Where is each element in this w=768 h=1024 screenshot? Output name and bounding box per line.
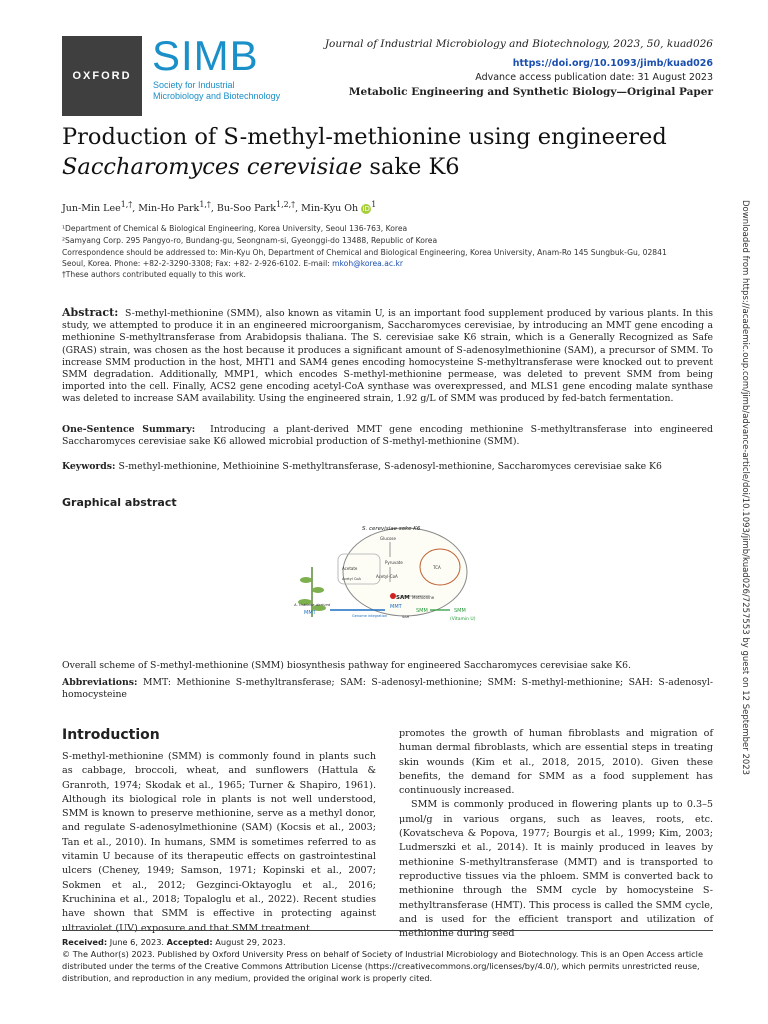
affiliation-2: ²Samyang Corp. 295 Pangyo-ro, Bundang-gu, Seongnam-si, Gyeonggi-do 13488, Republic of Korea: [62, 236, 438, 245]
simb-logo: SIMB: [152, 32, 259, 79]
one-sentence-summary: One-Sentence Summary: Introducing a plant-derived MMT gene encoding methionine S-methyltransferase into engineered Saccharomyces cerevisiae sake K6 allowed microbial production of S-methyl-methionine (SMM).: [62, 424, 713, 448]
email-link[interactable]: mkoh@korea.ac.kr: [332, 259, 403, 268]
article-title: Production of S-methyl-methionine using engineered Saccharomyces cerevisiae sake K6: [62, 124, 667, 180]
ga-pyruvate: Pyruvate: [385, 560, 403, 565]
author-list: Jun-Min Lee$^{1,\dagger}$, Min-Ho Park$^{1,\dagger}$, Bu-Soo Park$^{1,2,\dagger}$, Min-Kyu Oh $iD^1$: [62, 200, 377, 215]
keywords: Keywords: S-methyl-methionine, Methioinine S-methyltransferase, S-adenosyl-methionine, Saccharomyces cerevisiae sake K6: [62, 461, 662, 472]
oxford-logo: OXFORD: [62, 36, 142, 116]
ga-acetyl-coa: Acetyl-CoA: [376, 574, 398, 579]
ga-mmt: MMT: [304, 610, 316, 616]
download-note: Downloaded from https://academic.oup.com/jimb/advance-article/doi/10.1093/jimb/kuad026/7257553 by guest on 12 September 2023: [740, 200, 750, 776]
introduction-column-2: promotes the growth of human fibroblasts and migration of human dermal fibroblasts, which are essential steps in treating skin wounds (Kim et al., 2018, 2015, 2010). Given these benefits, the demand for SMM as a food supplement has continuously increased. SMM is commonly produced in flowering plants up to 0.3–5 μmol/g in various organs, such as leaves, roots, etc. (Kovatscheva & Popova, 1977; Bourgis et al., 1999; Kim, 2003; Ludmerszki et al., 2014). It is mainly produced in leaves by methionine S-methyltransferase (MMT) and is transported to reproductive tissues via the phloem. SMM is converted back to methionine through the SMM cycle by homocysteine S-methyltransferase (HMT). This process is called the SMM cycle, and is used for the efficient transport and utilization of methionine during seed: [399, 728, 713, 940]
simb-logo-subtitle: Society for Industrial Microbiology and Biotechnology: [153, 80, 281, 101]
orcid-icon[interactable]: iD: [362, 204, 370, 213]
author[interactable]: Min-Kyu Oh: [301, 203, 359, 215]
ga-vitamin-u: (Vitamin U): [450, 617, 476, 622]
equal-contribution-note: †These authors contributed equally to this work.: [62, 270, 246, 279]
article-section: Metabolic Engineering and Synthetic Biology—Original Paper: [348, 86, 713, 98]
author[interactable]: Jun-Min Lee: [62, 203, 121, 215]
ga-smm: SMM: [416, 608, 428, 614]
footer-rule: [62, 930, 713, 931]
advance-access-date: Advance access publication date: 31 August 2023: [475, 72, 713, 83]
correspondence: Correspondence should be addressed to: Min-Kyu Oh, Department of Chemical and Biological Engineering, Korea University, Anam-Ro 145 Sungbuk-Gu, 02841: [62, 248, 667, 257]
ga-acetyl-coa-2: Acetyl CoA: [342, 577, 361, 581]
doi-link[interactable]: https://doi.org/10.1093/jimb/kuad026: [512, 58, 713, 69]
graphical-abstract-title: Graphical abstract: [62, 496, 177, 509]
ga-methionine: Methionine: [412, 595, 435, 600]
affiliation-1: ¹Department of Chemical & Biological Engineering, Korea University, Seoul 136-763, Korea: [62, 224, 408, 233]
graphical-abstract-caption: Overall scheme of S-methyl-methionine (SMM) biosynthesis pathway for engineered Saccharomyces cerevisiae sake K6.: [62, 660, 631, 671]
ga-smm-out: SMM: [454, 608, 466, 614]
ga-mmt-inner: MMT: [390, 604, 402, 610]
ga-cell-label: S. cerevisiae sake K6: [362, 526, 421, 532]
abbreviations: Abbreviations: MMT: Methionine S-methyltransferase; SAM: S-adenosyl-methionine; SMM: S-methyl-methionine; SAH: S-adenosyl-homocysteine: [62, 677, 713, 701]
ga-acetate: Acetate: [342, 566, 358, 571]
ga-glucose: Glucose: [380, 536, 396, 541]
introduction-column-1: S-methyl-methionine (SMM) is commonly found in plants such as cabbage, broccoli, wheat, and sunflowers (Hattula & Granroth, 1974; Skodak et al., 1965; Turner & Shapiro, 1961). Although its biological role in plants is not well understood, SMM is known to preserve methionine, serve as a methyl donor, and regulate S-adenosylmethionine (SAM) (Kocsis et al., 2003; Tan et al., 2010). In humans, SMM is sometimes referred to as vitamin U because of its therapeutic effects on gastrointestinal ulcers (Cheney, 1949; Samson, 1971; Kopinski et al., 2007; Sokmen et al., 2012; Gezginci-Oktayoglu et al., 2016; Kruchinina et al., 2018; Topaloglu et al., 2022). Recent studies have shown that SMM is effective in protecting against ultraviolet (UV) exposure and that SMM treatment: [62, 751, 376, 934]
ga-genome-integration: Genome integration: [352, 614, 388, 618]
graphical-abstract-figure: [290, 522, 490, 632]
author[interactable]: Min-Ho Park: [138, 203, 200, 215]
author[interactable]: Bu-Soo Park: [216, 203, 277, 215]
correspondence-contact: Seoul, Korea. Phone: +82-2-3290-3308; Fax: +82- 2-926-6102. E-mail: mkoh@korea.ac.kr: [62, 259, 403, 268]
ga-plant: A. thaliana-derived: [294, 602, 331, 607]
introduction-heading: Introduction: [62, 727, 160, 743]
ga-tca: TCA: [433, 565, 441, 570]
abstract: Abstract: S-methyl-methionine (SMM), also known as vitamin U, is an important food supplement produced by various plants. In this study, we attempted to produce it in an engineered microorganism, Saccharomyces cerevisiae, by introducing an MMT gene encoding a methionine S-methyltransferase from Arabidopsis thaliana. The S. cerevisiae sake K6 strain, which is a Generally Recognized as Safe (GRAS) strain, was chosen as the host because it produces a significant amount of S-adenosylmethionine (SAM), a precursor of SMM. To increase SMM production in the host, MHT1 and SAM4 genes encoding homocysteine S-methyltransferase were knocked out to prevent SMM degradation. Additionally, MMP1, which encodes S-methyl-methionine permease, was deleted to prevent SMM from being imported into the cell. Finally, ACS2 gene encoding acetyl-CoA synthase was overexpressed, and MLS1 gene encoding malate synthase was deleted to increase SAM availability. Using the engineered strain, 1.92 g/L of SMM was produced by fed-batch fermentation.: [62, 306, 713, 405]
license-text: © The Author(s) 2023. Published by Oxford University Press on behalf of Society of Industrial Microbiology and Biotechnology. This is an Open Access article distributed under the terms of the Creative Commons Attribution License (https://creativecommons.org/licenses/by/4.0/), which permits unrestricted reuse, distribution, and reproduction in any medium, provided the original work is properly cited.: [62, 949, 703, 983]
ga-sah: SAH: [402, 615, 410, 619]
journal-citation: Journal of Industrial Microbiology and Biotechnology, 2023, 50, kuad026: [324, 38, 713, 50]
footer: Received: June 6, 2023. Accepted: August 29, 2023. © The Author(s) 2023. Published by Oxford University Press on behalf of Society of Industrial Microbiology and Biotechnology. This is an Open Access article distributed under the terms of the Creative Commons Attribution License (https://creativecommons.org/licenses/by/4.0/), which permits unrestricted reuse, distribution, and reproduction in any medium, provided the original work is properly cited.: [62, 937, 703, 983]
ga-sam: SAM: [396, 595, 410, 601]
